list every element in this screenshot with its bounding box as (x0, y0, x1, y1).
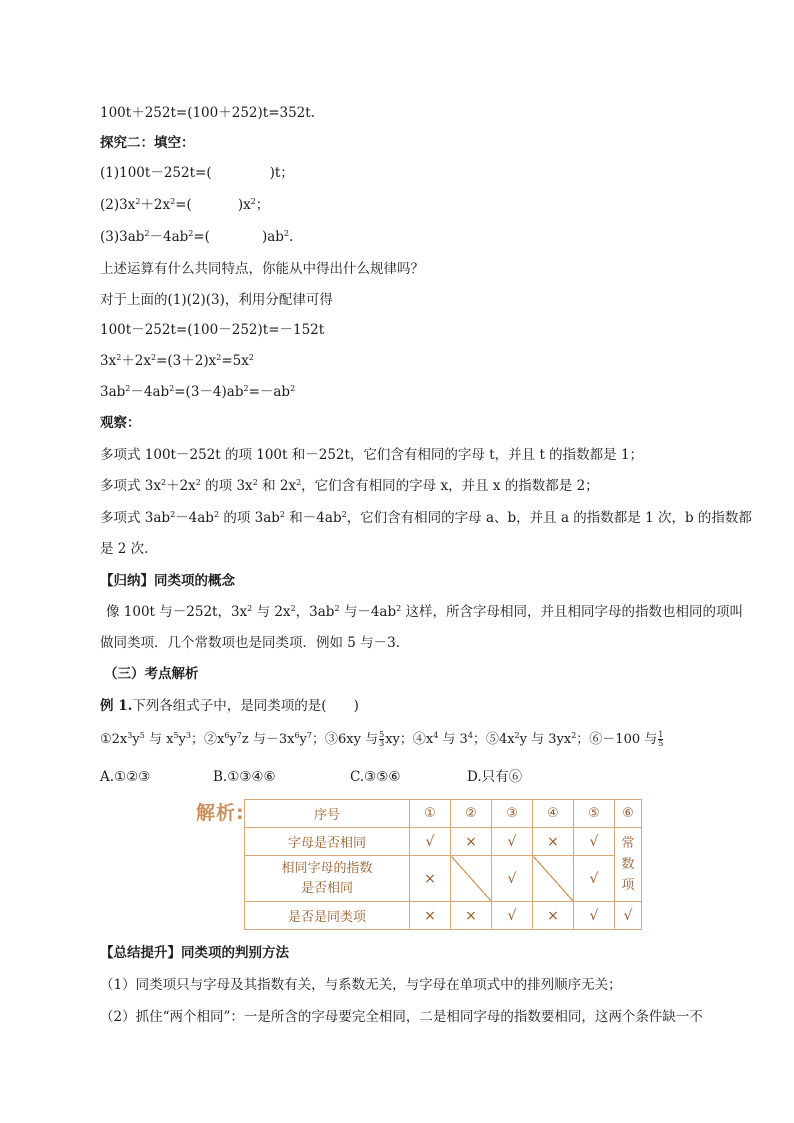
example-number: 例 1. (100, 698, 133, 714)
table-cell: × (451, 902, 492, 930)
header-cell: ⑥ (615, 800, 642, 828)
analysis-label: 解析: (196, 802, 245, 824)
exponent: 2 (169, 384, 175, 393)
t: z 与－3x (241, 732, 295, 747)
text: (1)100t－252t=( (100, 165, 212, 181)
text: 3x (100, 353, 117, 369)
section-heading: 探究二：填空： (100, 135, 195, 151)
header-cell: ① (410, 800, 451, 828)
numerator: 1 (658, 730, 664, 739)
text: 和 2x (257, 478, 297, 494)
exponent: 2 (341, 510, 347, 519)
example-question (100, 697, 359, 715)
text: 3ab (100, 384, 126, 400)
exp: 6 (294, 731, 300, 740)
option-b[interactable]: B.①③④⑥ (213, 769, 276, 785)
fraction (658, 731, 663, 748)
exponent: 2 (296, 478, 302, 487)
text: 的项 3ab (219, 510, 280, 526)
text-line (100, 477, 599, 495)
header-cell: ② (451, 800, 492, 828)
exponent: 2 (252, 478, 258, 487)
text: 下列各组式子中，是同类项的是( ) (132, 698, 359, 714)
exponent: 2 (243, 384, 249, 393)
exp: 6 (224, 731, 230, 740)
text: ＋2x (121, 353, 151, 369)
t: y (229, 732, 237, 747)
exp: 5 (173, 731, 179, 740)
option-c[interactable]: C.③⑤⑥ (350, 769, 401, 785)
t: ；②x (190, 732, 225, 747)
text: －4ab (130, 384, 170, 400)
text: (2)3x (100, 197, 136, 213)
row-label (245, 856, 410, 902)
text-line: （2）抓住“两个相同”：一是所含的字母要完全相同，二是相同字母的指数要相同，这两个条件缺一不 (100, 1009, 703, 1025)
table-cell: √ (492, 828, 533, 856)
text-line (106, 603, 743, 621)
fill-blank-line (100, 164, 294, 182)
t: y (132, 732, 140, 747)
exponent: 2 (396, 604, 402, 613)
exponent: 2 (250, 197, 256, 206)
text: ，它们含有相同的字母 x，并且 x 的指数都是 2； (301, 478, 599, 494)
formula-line: 100t－252t=(100－252)t=－152t (100, 322, 325, 338)
table-cell: × (410, 902, 451, 930)
table-row (245, 828, 642, 856)
table-cell: √ (410, 828, 451, 856)
header-cell: 序号 (245, 800, 410, 828)
text-line: 多项式 100t－252t 的项 100t 和－252t，它们含有相同的字母 t，并且 t 的指数都是 1； (100, 447, 644, 463)
row-label: 是否是同类项 (245, 902, 410, 930)
text: ，它们含有相同的字母 a、b，并且 a 的指数都是 1 次，b 的指数都 (346, 510, 752, 526)
heading-tag: 【归纳】 (100, 573, 154, 589)
text-line: 上述运算有什么共同特点，你能从中得出什么规律吗？ (100, 261, 424, 277)
t: xy；④x (385, 732, 434, 747)
exp: 7 (236, 731, 242, 740)
exponent: 2 (116, 353, 122, 362)
exponent: 2 (216, 353, 222, 362)
exponent: 2 (290, 384, 296, 393)
text: =( (175, 197, 192, 213)
fill-blank-line (100, 196, 269, 214)
text: 这样，所含字母相同，并且相同字母的指数也相同的项叫 (401, 604, 743, 620)
text: ＋2x (140, 197, 171, 213)
denominator: 5 (658, 739, 664, 748)
table-cell: √ (492, 856, 533, 902)
formula-line (100, 383, 295, 401)
label-line: 相同字母的指数 (281, 860, 373, 876)
table-cell: × (533, 902, 574, 930)
option-a[interactable]: A.①②③ (100, 769, 151, 785)
exponent: 2 (151, 353, 157, 362)
analysis-table (244, 799, 642, 930)
text: . (289, 229, 294, 245)
exp: 3 (185, 731, 191, 740)
text: =( (193, 229, 210, 245)
table-cell: √ (574, 902, 615, 930)
text: =－ab (248, 384, 291, 400)
table-header-row (245, 800, 642, 828)
cell-text: 常 (621, 836, 635, 851)
exponent: 2 (170, 510, 176, 519)
exponent: 2 (135, 197, 141, 206)
text: 的项 3x (200, 478, 253, 494)
text-line: 对于上面的(1)(2)(3)，利用分配律可得 (100, 292, 333, 308)
text: ＋2x (166, 478, 196, 494)
header-cell: ③ (492, 800, 533, 828)
t: y (178, 732, 186, 747)
exp: 4 (433, 731, 439, 740)
text-line (100, 509, 752, 527)
exp: 7 (306, 731, 312, 740)
t: ；⑥－100 与 (576, 732, 658, 747)
diagonal-cell (451, 856, 492, 902)
text: 与－4ab (339, 604, 397, 620)
t: ；⑤4x (472, 732, 515, 747)
exp: 5 (139, 731, 145, 740)
exponent: 2 (144, 229, 150, 238)
text: (3)3ab (100, 229, 145, 245)
exponent: 2 (334, 604, 340, 613)
header-cell: ⑤ (574, 800, 615, 828)
numerator: 5 (379, 730, 385, 739)
t: ；③6xy 与 (312, 732, 379, 747)
exponent: 2 (290, 604, 296, 613)
table-cell: × (451, 828, 492, 856)
exponent: 2 (188, 229, 194, 238)
fraction (379, 731, 384, 748)
table-cell: × (410, 856, 451, 902)
exponent: 2 (248, 353, 254, 362)
section-heading (100, 572, 235, 590)
text: )t； (269, 165, 294, 181)
text: 和－4ab (285, 510, 342, 526)
t: 与 3 (438, 732, 468, 747)
table-cell: √ (492, 902, 533, 930)
formula-line (100, 352, 254, 370)
heading-text: 同类项的概念 (154, 573, 235, 589)
text: 像 100t 与－252t，3x (106, 604, 248, 620)
section-heading (100, 944, 289, 962)
row-label: 字母是否相同 (245, 828, 410, 856)
example-items (100, 731, 664, 749)
text: )x (237, 197, 251, 213)
exponent: 2 (279, 510, 286, 519)
exp: 2 (514, 731, 520, 740)
exponent: 2 (247, 604, 253, 613)
text-line: 100t＋252t=(100＋252)t=352t. (100, 105, 315, 121)
table-cell: √ (574, 828, 615, 856)
cell-text: 数 (621, 857, 635, 872)
text-line: （1）同类项只与字母及其指数有关，与系数无关，与字母在单项式中的排列顺序无关； (100, 977, 622, 993)
text: 与 2x (252, 604, 291, 620)
text: =(3＋2)x (156, 353, 217, 369)
text-line: 是 2 次. (100, 541, 149, 557)
t: y (299, 732, 307, 747)
heading-tag: 【总结提升】 (100, 945, 181, 961)
exponent: 2 (283, 229, 290, 238)
exp: 4 (467, 731, 473, 740)
exponent: 2 (161, 478, 167, 487)
header-cell: ④ (533, 800, 574, 828)
table-cell: × (533, 828, 574, 856)
text: =5x (221, 353, 249, 369)
text: －4ab (175, 510, 214, 526)
section-heading: （三）考点解析 (104, 666, 199, 682)
text: 多项式 3ab (100, 510, 171, 526)
text: ，3ab (295, 604, 335, 620)
t: y 与 3yx (519, 732, 572, 747)
diagonal-cell (533, 856, 574, 902)
denominator: 3 (379, 739, 385, 748)
text: ； (255, 197, 270, 213)
cell-text: 项 (621, 878, 635, 893)
exp: 3 (127, 731, 133, 740)
exponent: 2 (213, 510, 220, 519)
text: )ab (261, 229, 284, 245)
section-heading: 观察： (100, 415, 141, 431)
option-d[interactable]: D.只有⑥ (467, 769, 523, 785)
exp: 2 (571, 731, 577, 740)
text-line: 做同类项．几个常数项也是同类项．例如 5 与－3. (100, 635, 401, 651)
fill-blank-line (100, 228, 293, 246)
text: －4ab (149, 229, 189, 245)
exponent: 2 (170, 197, 176, 206)
table-cell: √ (574, 856, 615, 902)
text: =(3－4)ab (174, 384, 244, 400)
exponent: 2 (195, 478, 201, 487)
t: ①2x (100, 732, 128, 747)
label-line: 是否相同 (300, 880, 353, 896)
table-row (245, 856, 642, 902)
table-cell: √ (615, 902, 642, 930)
text: 多项式 3x (100, 478, 161, 494)
table-row (245, 902, 642, 930)
heading-text: 同类项的判别方法 (181, 945, 289, 961)
t: 与 x (144, 732, 174, 747)
exponent: 2 (125, 384, 131, 393)
constant-term-cell (615, 828, 642, 902)
